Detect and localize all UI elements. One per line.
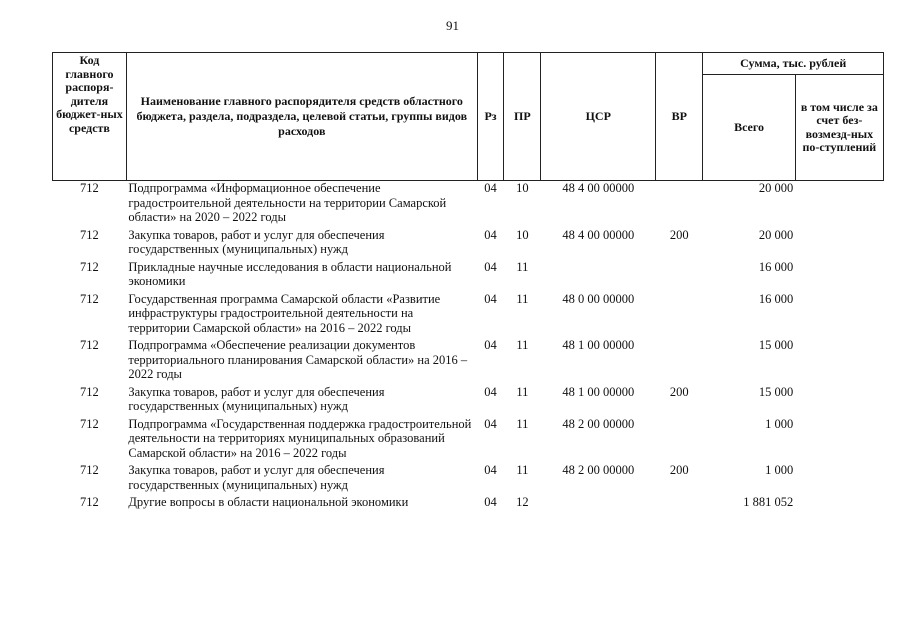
- table-row: [53, 181, 884, 228]
- cell-code: 712: [80, 463, 99, 477]
- table-row: [53, 260, 884, 292]
- cell-code: 712: [80, 416, 99, 431]
- cell-csr: 48 1 00 00000: [562, 384, 635, 399]
- cell-total: 1 000: [765, 463, 794, 477]
- table-header: [53, 53, 884, 181]
- cell-incl: [795, 260, 883, 292]
- header-code: Код главного распоря-дителя бюджет-ных средств: [53, 53, 127, 181]
- cell-code: 712: [80, 227, 99, 242]
- header-sum-group: Сумма, тыс. рублей: [703, 53, 884, 75]
- cell-incl: [795, 338, 883, 385]
- cell-csr: [541, 495, 656, 513]
- cell-vr: [656, 417, 703, 464]
- cell-rz: 04: [484, 384, 497, 399]
- table-row: [53, 338, 884, 385]
- cell-rz: 04: [484, 463, 497, 477]
- cell-vr: 200: [669, 227, 689, 242]
- cell-rz: 04: [484, 227, 497, 242]
- cell-rz: 04: [484, 495, 497, 509]
- budget-table: [52, 52, 884, 513]
- cell-name: Подпрограмма «Информационное обеспечение градостроительной деятельности на территории Самарской области» на 2020 – 2022 годы: [128, 181, 447, 224]
- cell-name: Государственная программа Самарской области «Развитие инфраструктуры градостроительной деятельности на территории Самарской области» на 2016 – 2022 годы: [128, 291, 441, 335]
- table-row: [53, 495, 884, 513]
- cell-vr: [656, 292, 703, 339]
- cell-vr: 200: [669, 384, 689, 399]
- cell-total: 15 000: [758, 338, 794, 352]
- cell-incl: [795, 385, 883, 417]
- cell-pr: 11: [516, 416, 529, 431]
- cell-total: 16 000: [758, 259, 794, 274]
- cell-csr: 48 0 00 00000: [562, 291, 635, 306]
- cell-pr: 10: [516, 181, 529, 195]
- cell-code: 712: [80, 338, 99, 352]
- cell-csr: [541, 260, 656, 292]
- cell-name: Другие вопросы в области национальной экономики: [128, 495, 409, 509]
- cell-csr: 48 4 00 00000: [562, 227, 635, 242]
- cell-rz: 04: [484, 291, 497, 306]
- cell-incl: [795, 417, 883, 464]
- header-incl: в том числе за счет без-возмезд-ных по-ступлений: [795, 75, 883, 181]
- table-row: [53, 463, 884, 495]
- cell-csr: 48 2 00 00000: [562, 463, 635, 477]
- cell-code: 712: [80, 495, 99, 509]
- cell-incl: [795, 495, 883, 513]
- header-rz: Рз: [477, 53, 504, 181]
- cell-rz: 04: [484, 416, 497, 431]
- cell-pr: 11: [516, 291, 529, 306]
- cell-rz: 04: [484, 259, 497, 274]
- table-row: [53, 417, 884, 464]
- cell-total: 16 000: [758, 291, 794, 306]
- cell-csr: 48 4 00 00000: [562, 181, 635, 195]
- header-pr: ПР: [504, 53, 541, 181]
- page-number: 91: [446, 18, 459, 33]
- cell-name: Закупка товаров, работ и услуг для обеспечения государственных (муниципальных) нужд: [128, 384, 385, 413]
- cell-code: 712: [80, 384, 99, 399]
- cell-pr: 12: [516, 495, 529, 509]
- cell-total: 15 000: [758, 384, 794, 399]
- cell-pr: 10: [516, 227, 529, 242]
- header-vr: ВР: [656, 53, 703, 181]
- cell-incl: [795, 181, 883, 228]
- cell-pr: 11: [516, 384, 529, 399]
- cell-name: Закупка товаров, работ и услуг для обеспечения государственных (муниципальных) нужд: [128, 463, 385, 492]
- cell-total: 20 000: [758, 227, 794, 242]
- cell-vr: [656, 260, 703, 292]
- cell-vr: [656, 338, 703, 385]
- cell-name: Подпрограмма «Обеспечение реализации документов территориального планирования Самарской области» на 2016 – 2022 годы: [128, 338, 468, 381]
- cell-incl: [795, 228, 883, 260]
- cell-name: Подпрограмма «Государственная поддержка градостроительной деятельности на территориях муниципальных образований Самарской области» на 2016 – 2022 годы: [128, 416, 472, 460]
- cell-total: 1 881 052: [743, 495, 794, 509]
- header-total: Всего: [703, 75, 795, 181]
- cell-vr: [656, 181, 703, 228]
- cell-rz: 04: [484, 338, 497, 352]
- cell-code: 712: [80, 181, 99, 195]
- cell-pr: 11: [516, 463, 529, 477]
- cell-vr: [656, 495, 703, 513]
- cell-csr: 48 1 00 00000: [562, 338, 635, 352]
- table-row: [53, 228, 884, 260]
- cell-pr: 11: [516, 338, 529, 352]
- cell-code: 712: [80, 291, 99, 306]
- cell-csr: 48 2 00 00000: [562, 416, 635, 431]
- table-body: [53, 181, 884, 513]
- cell-pr: 11: [516, 259, 529, 274]
- cell-incl: [795, 292, 883, 339]
- cell-code: 712: [80, 259, 99, 274]
- header-csr: ЦСР: [541, 53, 656, 181]
- cell-name: Закупка товаров, работ и услуг для обеспечения государственных (муниципальных) нужд: [128, 227, 385, 256]
- cell-incl: [795, 463, 883, 495]
- header-name: Наименование главного распорядителя средств областного бюджета, раздела, подраздела, целевой статьи, группы видов расходов: [126, 53, 477, 181]
- cell-name: Прикладные научные исследования в области национальной экономики: [128, 259, 452, 288]
- cell-total: 20 000: [758, 181, 794, 195]
- table-row: [53, 292, 884, 339]
- cell-total: 1 000: [765, 416, 794, 431]
- cell-rz: 04: [484, 181, 497, 195]
- cell-vr: 200: [669, 463, 689, 477]
- table-row: [53, 385, 884, 417]
